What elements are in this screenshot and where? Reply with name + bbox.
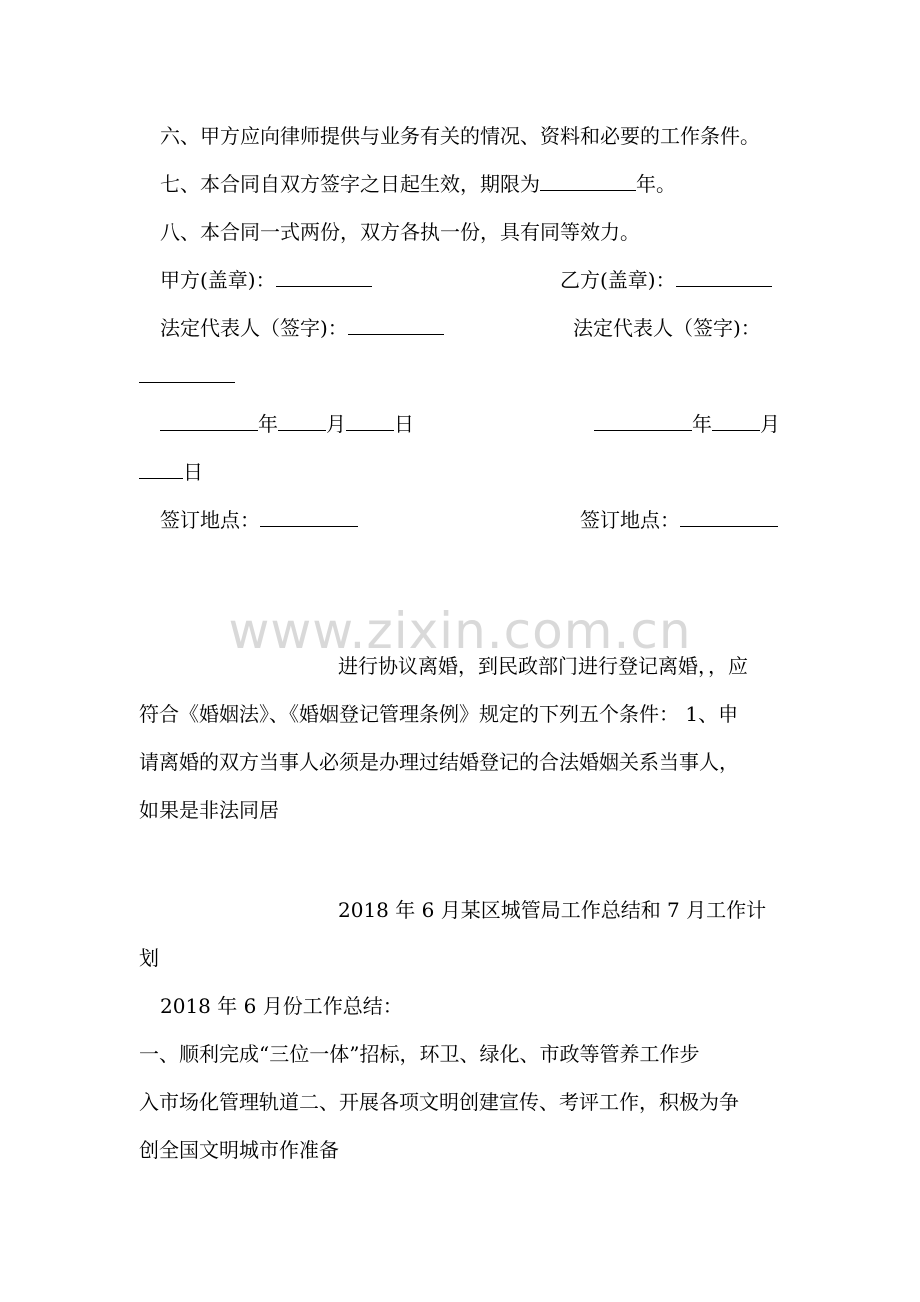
party-b-seal: [560, 266, 772, 294]
date-a-month-blank: [278, 410, 326, 431]
date-a-year-label: 年: [258, 412, 278, 436]
report-p1-line-2: 入市场化管理轨道二、开展各项文明创建宣传、考评工作，积极为争: [139, 1090, 739, 1114]
party-a-seal: [160, 266, 372, 294]
place-a: [160, 506, 358, 534]
rep-a-blank: [348, 314, 444, 335]
place-b: [580, 506, 778, 534]
place-b-label: 签订地点：: [580, 508, 680, 532]
date-b-month-blank: [712, 410, 760, 431]
rep-a: [160, 314, 444, 342]
report-subtitle: 2018 年 6 月份工作总结：: [160, 994, 403, 1018]
party-b-seal-label: 乙方(盖章)：: [560, 268, 676, 292]
date-b: [594, 410, 780, 438]
term-blank: [540, 170, 636, 191]
report-p1-line-3: 创全国文明城市作准备: [139, 1138, 339, 1162]
place-b-blank: [680, 506, 778, 527]
party-b-seal-blank: [676, 266, 772, 287]
divorce-line-4: 如果是非法同居: [139, 798, 279, 822]
place-a-label: 签订地点：: [160, 508, 260, 532]
divorce-line-3: 请离婚的双方当事人必须是办理过结婚登记的合法婚姻关系当事人，: [139, 750, 739, 774]
clause-8: 八、本合同一式两份，双方各执一份，具有同等效力。: [160, 220, 640, 244]
rep-b-label: 法定代表人（签字)：: [573, 316, 761, 340]
watermark: www.zixin.com.cn: [228, 602, 692, 660]
clause-6: 六、甲方应向律师提供与业务有关的情况、资料和必要的工作条件。: [160, 124, 760, 148]
divorce-line-1: 进行协议离婚，到民政部门进行登记离婚，，应: [338, 654, 748, 678]
clause-7: [160, 170, 676, 198]
place-a-blank: [260, 506, 358, 527]
date-a: [160, 410, 414, 438]
date-a-month-label: 月: [326, 412, 346, 436]
clause-7-text: 七、本合同自双方签字之日起生效，期限为: [160, 172, 540, 196]
report-p1-line-1: 一、顺利完成“三位一体”招标，环卫、绿化、市政等管养工作步: [139, 1042, 700, 1066]
date-b-day-blank: [139, 458, 183, 479]
date-b-day: [139, 458, 203, 486]
date-b-year-blank: [594, 410, 692, 431]
date-b-day-label: 日: [183, 460, 203, 484]
divorce-line-2: 符合《婚姻法》、《婚姻登记管理条例》规定的下列五个条件： 1、申: [139, 702, 739, 726]
report-title-line-1: 2018 年 6 月某区城管局工作总结和 7 月工作计: [338, 898, 767, 922]
date-a-day-label: 日: [394, 412, 414, 436]
rep-b-blank: [139, 362, 235, 390]
report-title-line-2: 划: [139, 946, 159, 970]
date-b-month-label: 月: [760, 412, 780, 436]
party-a-seal-label: 甲方(盖章)：: [160, 268, 276, 292]
date-a-day-blank: [346, 410, 394, 431]
date-a-year-blank: [160, 410, 258, 431]
rep-b-blank-line: [139, 362, 235, 383]
party-a-seal-blank: [276, 266, 372, 287]
clause-7-suffix: 年。: [636, 172, 676, 196]
rep-a-label: 法定代表人（签字)：: [160, 316, 348, 340]
date-b-year-label: 年: [692, 412, 712, 436]
